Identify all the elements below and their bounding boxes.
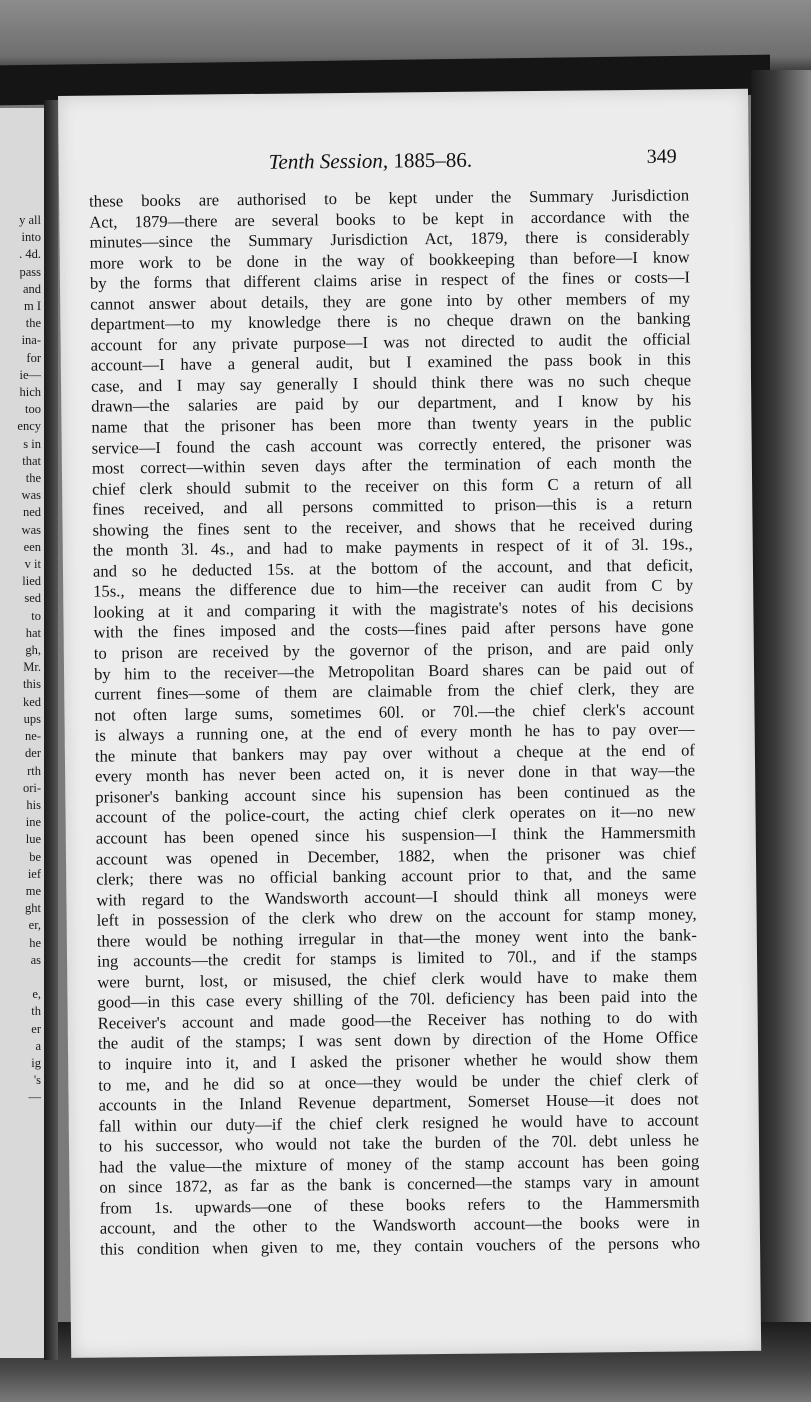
- facing-page-fragment: Mr.: [23, 660, 41, 675]
- text-line: showing the fines sent to the receiver, and shows that he received during: [92, 514, 693, 540]
- facing-page-fragment: ned: [22, 505, 41, 520]
- running-head-years: 1885–86.: [393, 147, 473, 173]
- text-line: is always a running one, at the end of every month he has to pay over—: [94, 719, 695, 745]
- text-line: good—in this case every shilling of the 70l. deficiency has been paid into the: [97, 986, 698, 1012]
- text-line: account was opened in December, 1882, when the prisoner was chief: [95, 842, 697, 869]
- text-line: the minute that bankers may pay over without a cheque at the end of: [94, 740, 695, 766]
- facing-page-fragment: too: [25, 402, 41, 417]
- page-stack-right-edge: [751, 70, 811, 1402]
- facing-page-fragment: ght: [25, 901, 41, 916]
- text-line: with regard to the Wandsworth account—I should think all moneys were: [96, 883, 697, 910]
- facing-page-fragment: een: [23, 539, 41, 554]
- facing-page-fragment: . 4d.: [19, 247, 41, 262]
- text-line: service—I found the cash account was correctly entered, the prisoner was: [91, 431, 692, 458]
- facing-page-fragment: lied: [22, 574, 41, 589]
- facing-page-fragment: rth: [27, 763, 41, 778]
- facing-page-fragment: the: [25, 316, 41, 331]
- text-line: not often large sums, sometimes 60l. or 70l.—the chief clerk's account: [94, 699, 695, 725]
- facing-page-fragment: [0, 969, 44, 986]
- text-line: had the value—the mixture of money of the stamp account has been going: [99, 1151, 700, 1177]
- text-line: chief clerk should submit to the receiver on this form C a return of all: [92, 473, 693, 499]
- text-line: looking at it and comparing it with the magistrate's notes of his decisions: [93, 596, 694, 622]
- facing-page-fragment: the: [25, 471, 41, 486]
- facing-page-fragment: this: [22, 677, 41, 692]
- facing-page-fragment: ina-: [21, 333, 41, 348]
- text-line: case, and I may say generally I should think there was no such cheque: [90, 370, 692, 396]
- facing-page-fragment: for: [26, 350, 41, 365]
- page-header: [59, 145, 749, 182]
- facing-page-fragment: ie—: [19, 367, 41, 382]
- text-line: 15s., means the difference due to him—the receiver can audit from C by: [93, 575, 694, 602]
- document-page: [58, 89, 761, 1358]
- text-line: on since 1872, as far as the bank is concerned—the stamps vary in amount: [99, 1171, 700, 1197]
- text-line: Receiver's account and made good—the Receiver has nothing to do with: [97, 1007, 698, 1033]
- facing-page-fragments: [0, 108, 44, 1107]
- facing-page-fragment: er: [31, 1021, 41, 1036]
- facing-page-fragment: pass: [19, 264, 41, 279]
- text-line: from 1s. upwards—one of these books refers to the Hammersmith: [99, 1192, 700, 1218]
- text-line: by the forms that different claims arise in respect of the fines or costs—I: [89, 267, 691, 293]
- book-gutter: [44, 100, 58, 1360]
- text-line: account for any private purpose—I was not directed to audit the official: [90, 329, 691, 355]
- text-line: left in possession of the clerk who drew on the account for stamp money,: [96, 904, 697, 930]
- facing-page-fragment: v it: [24, 557, 41, 572]
- facing-page-fragment: me: [25, 883, 41, 898]
- facing-page-fragment: ig: [31, 1055, 41, 1070]
- facing-page-fragment: a: [35, 1038, 41, 1053]
- facing-page-fragment: s in: [23, 436, 41, 451]
- text-line: current fines—some of them are claimable from the chief clerk, they are: [94, 678, 695, 704]
- text-line: to me, and he did so at once—they would be under the chief clerk of: [98, 1068, 699, 1095]
- facing-page-fragment: m I: [23, 299, 41, 314]
- text-line: account—I have a general audit, but I examined the pass book in this: [90, 349, 691, 376]
- text-line: these books are authorised to be kept under the Summary Jurisdiction: [89, 185, 690, 211]
- facing-page-fragment: was: [21, 522, 41, 537]
- facing-page-fragment: y all: [19, 213, 41, 227]
- text-line: ing accounts—the credit for stamps is limited to 70l., and if the stamps: [96, 945, 698, 971]
- text-line: most correct—within seven days after the termination of each month the: [91, 452, 692, 478]
- text-line: every month has never been acted on, it is never done in that way—the: [95, 760, 696, 786]
- text-line: clerk; there was no official banking account prior to that, and the same: [96, 863, 697, 889]
- text-line: more work to be done in the way of bookkeeping than before—I know: [89, 247, 690, 273]
- facing-page-fragment: ori-: [22, 780, 41, 795]
- text-line: to inquire into it, and I asked the prisoner whether he would show them: [98, 1048, 699, 1074]
- text-line: account of the police-court, the acting chief clerk operates on it—no new: [95, 801, 696, 828]
- facing-page-fragment: was: [21, 488, 41, 503]
- text-line: to his successor, who would not take the burden of the 70l. debt unless he: [98, 1130, 700, 1156]
- facing-page-fragment: er,: [28, 918, 41, 933]
- text-line: minutes—since the Summary Jurisdiction Act, 1879, there is considerably: [89, 226, 690, 252]
- text-line: this condition when given to me, they contain vouchers of the persons who: [99, 1233, 701, 1259]
- text-line: fines received, and all persons committed to prison—this is a return: [92, 493, 693, 519]
- facing-page-fragment: e,: [32, 987, 41, 1002]
- text-line: prisoner's banking account since his supension has been continued as the: [95, 781, 696, 807]
- facing-page-fragment: ne-: [25, 729, 41, 744]
- text-line: fall within our duty—if the chief clerk resigned he would have to account: [98, 1109, 699, 1136]
- text-line: account, and the other to the Wandsworth account—the books were in: [99, 1212, 700, 1238]
- text-line: the month 3l. 4s., and had to make payments in respect of it of 3l. 19s.,: [92, 534, 693, 560]
- body-text: [89, 185, 700, 1260]
- running-head: [269, 148, 473, 175]
- text-line: department—to my knowledge there is no cheque drawn on the banking: [90, 308, 691, 334]
- facing-page-fragment: ups: [23, 711, 41, 726]
- facing-page-fragment: into: [21, 230, 41, 245]
- text-line: name that the prisoner has been more than twenty years in the public: [91, 411, 692, 437]
- page-number: 349: [646, 145, 677, 168]
- text-line: accounts in the Inland Revenue department, Somerset House—it does not: [98, 1089, 699, 1115]
- facing-page-fragment: th: [31, 1004, 41, 1019]
- facing-page-fragment: ked: [22, 694, 41, 709]
- facing-page-fragment: ine: [25, 815, 41, 830]
- text-line: were burnt, lost, or misused, the chief clerk would have to make them: [97, 966, 698, 992]
- facing-page-fragment: lue: [25, 832, 41, 847]
- text-line: and so he deducted 15s. at the bottom of the account, and that deficit,: [92, 555, 694, 581]
- running-head-title: Tenth Session,: [268, 148, 389, 174]
- text-line: drawn—the salaries are paid by our department, and I know by his: [91, 390, 692, 417]
- facing-page-fragment: and: [22, 281, 41, 296]
- text-line: account has been opened since his suspension—I think the Hammersmith: [95, 822, 696, 848]
- text-line: cannot answer about details, they are gone into by other members of my: [90, 288, 691, 314]
- facing-page-fragment: 's: [33, 1073, 41, 1088]
- text-line: by him to the receiver—the Metropolitan Board shares can be paid out of: [93, 657, 695, 684]
- text-line: there would be nothing irregular in that—the money went into the bank-: [96, 925, 697, 951]
- facing-page-fragment: gh,: [25, 643, 41, 658]
- text-line: Act, 1879—there are several books to be kept in accordance with the: [89, 205, 690, 232]
- facing-page-fragment: his: [26, 797, 41, 812]
- facing-page-fragment: ency: [17, 419, 41, 434]
- facing-page-fragment: that: [22, 453, 41, 468]
- text-line: the audit of the stamps; I was sent down by direction of the Home Office: [97, 1027, 698, 1054]
- text-line: to prison are received by the governor of the prison, and are paid only: [93, 637, 694, 663]
- facing-page-fragment: as: [30, 952, 41, 967]
- facing-page-fragment: be: [29, 849, 41, 864]
- facing-page-fragment: to: [31, 608, 41, 623]
- facing-page-fragment: ief: [27, 866, 41, 881]
- facing-page-fragment: —: [28, 1090, 41, 1105]
- facing-page-left: [0, 108, 46, 1358]
- facing-page-fragment: hat: [25, 625, 41, 640]
- text-line: with the fines imposed and the costs—fines paid after persons have gone: [93, 616, 694, 643]
- facing-page-fragment: sed: [24, 591, 41, 606]
- facing-page-fragment: hich: [19, 385, 41, 400]
- facing-page-fragment: der: [25, 746, 41, 761]
- facing-page-fragment: he: [29, 935, 41, 950]
